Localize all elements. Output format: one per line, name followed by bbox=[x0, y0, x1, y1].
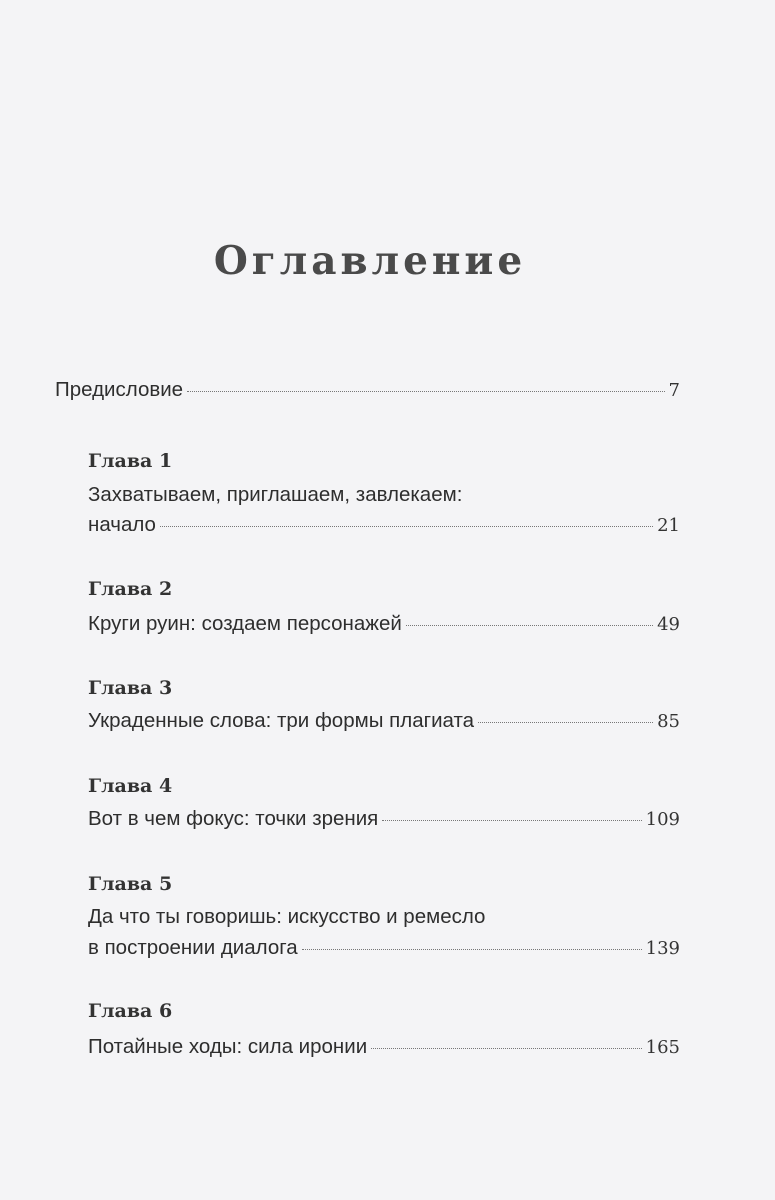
toc-entry-chapter-5 bbox=[88, 936, 680, 960]
toc-entry-label: начало bbox=[88, 513, 156, 536]
toc-entry-chapter-6 bbox=[88, 1035, 680, 1059]
toc-entry-label: Вот в чем фокус: точки зрения bbox=[88, 807, 379, 830]
dot-leader bbox=[478, 722, 653, 723]
dot-leader bbox=[382, 820, 641, 821]
toc-page-number: 165 bbox=[645, 1037, 680, 1058]
dot-leader bbox=[187, 391, 664, 392]
toc-entry-preface bbox=[55, 378, 680, 402]
toc-page-number: 109 bbox=[645, 809, 680, 830]
chapter-heading: Глава 1 bbox=[88, 450, 173, 472]
dot-leader bbox=[302, 949, 642, 950]
toc-entry-label: Да что ты говоришь: искусство и ремесло bbox=[88, 905, 486, 928]
toc-page-number: 21 bbox=[657, 515, 680, 536]
chapter-heading: Глава 5 bbox=[88, 873, 173, 895]
toc-entry-label: в построении диалога bbox=[88, 936, 298, 959]
toc-entry-label: Захватываем, приглашаем, завлекаем: bbox=[88, 483, 463, 506]
toc-page-number: 139 bbox=[645, 938, 680, 959]
toc-entry-label: Круги руин: создаем персонажей bbox=[88, 612, 402, 635]
page-title: Оглавление bbox=[213, 238, 527, 284]
toc-entry-chapter-4 bbox=[88, 807, 680, 831]
toc-entry-chapter-2 bbox=[88, 612, 680, 636]
dot-leader bbox=[371, 1048, 641, 1049]
toc-entry-label: Украденные слова: три формы плагиата bbox=[88, 709, 475, 732]
toc-page-number: 7 bbox=[668, 380, 680, 401]
chapter-heading: Глава 6 bbox=[88, 1000, 173, 1022]
toc-entry-label: Потайные ходы: сила иронии bbox=[88, 1035, 368, 1058]
chapter-heading: Глава 4 bbox=[88, 775, 173, 797]
toc-entry-chapter-3 bbox=[88, 709, 680, 733]
dot-leader bbox=[160, 526, 653, 527]
toc-entry-label: Предисловие bbox=[55, 378, 184, 401]
toc-page-number: 85 bbox=[657, 711, 680, 732]
dot-leader bbox=[406, 625, 653, 626]
toc-entry-chapter-1 bbox=[88, 513, 680, 537]
toc-page-number: 49 bbox=[657, 614, 680, 635]
chapter-heading: Глава 2 bbox=[88, 578, 173, 600]
chapter-heading: Глава 3 bbox=[88, 677, 173, 699]
